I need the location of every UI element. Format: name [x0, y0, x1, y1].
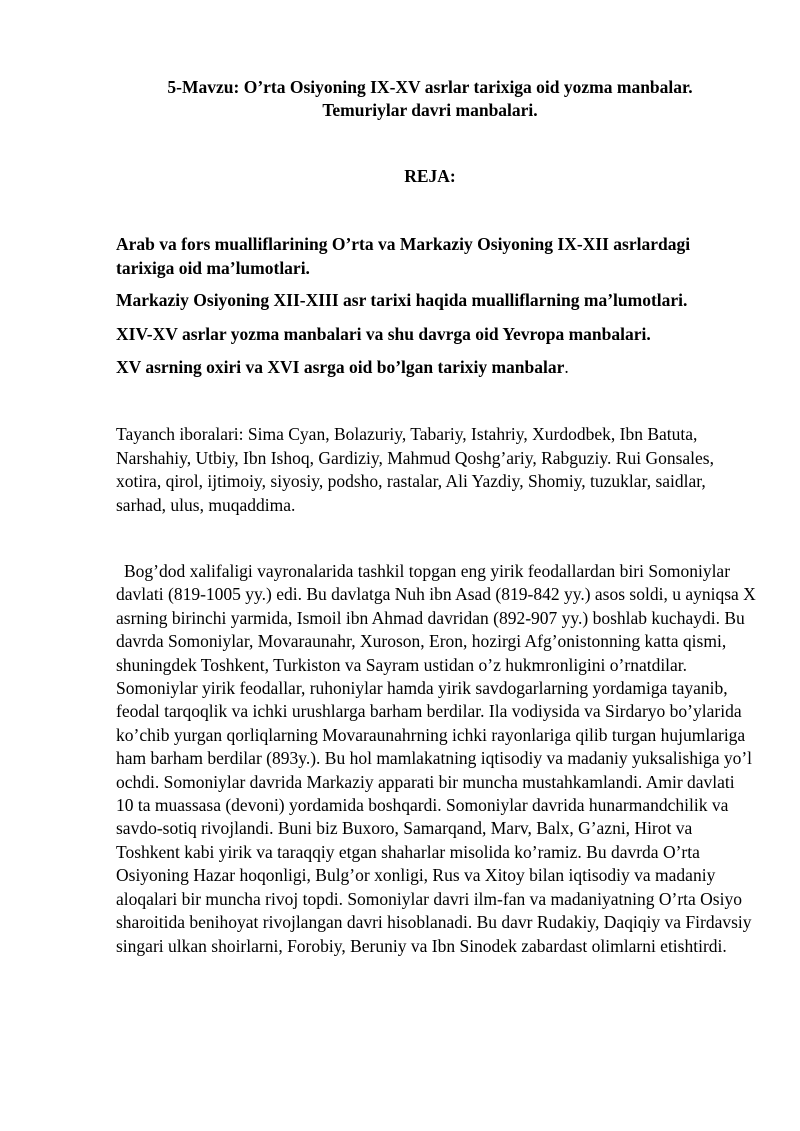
plan-item-period: . [564, 357, 569, 377]
plan-list [116, 233, 748, 390]
plan-item-text: Arab va fors mualliflarining O’rta va Markaziy Osiyoning IX-XII asrlardagi tarixiga oid ma’lumotlari. [116, 234, 691, 278]
plan-heading: REJA: [404, 166, 456, 186]
body-paragraph: Bog’dod xalifaligi vayronalarida tashkil topgan eng yirik feodallardan biri Somoniylar davlati (819-1005 yy.) edi. Bu davlatga Nuh ibn Asad (819-842 yy.) asos soldi, u ayniqsa X asrning birinchi yarmida, Ismoil ibn Ahmad davridan (892-907 yy.) boshlab kuchaydi. Bu davrda Somoniylar, Movaraunahr, Xuroson, Eron, hozirgi Afg’onistonning katta qismi, shuningdek Toshkent, Turkiston va Sayram ustidan o’z hukmronligini o’rnatdilar. Somoniylar yirik feodallar, ruhoniylar hamda yirik savdogarlarning yordamiga tayanib, feodal tarqoqlik va ichki urushlarga barham berdilar. Ila vodiysida va Sirdaryo bo’ylarida ko’chib yurgan qorliqlarning Movaraunahrning ichki rayonlariga qilib turgan hujumlariga ham barham berdilar (893y.). Bu hol mamlakatning iqtisodiy va madaniy yuksalishiga yo’l ochdi. Somoniylar davrida Markaziy apparati bir muncha mustahkamlandi. Amir davlati 10 ta muassasa (devoni) yordamida boshqardi. Somoniylar davrida hunarmandchilik va savdo-sotiq rivojlandi. Buni biz Buxoro, Samarqand, Marv, Balx, G’azni, Hirot va Toshkent kabi yirik va taraqqiy etgan shaharlar misolida ko’ramiz. Bu davrda O’rta Osiyoning Hazar hoqonligi, Bulg’or xonligi, Rus va Xitoy bilan iqtisodiy va madaniy aloqalari bir muncha rivoj topdi. Somoniylar davri ilm-fan va madaniyatning O’rta Osiyo sharoitida benihoyat rivojlangan davri hisoblanadi. Bu davr Rudakiy, Daqiqiy va Firdavsiy singari ulkan shoirlarni, Forobiy, Beruniy va Ibn Sinodek zabardast olimlarni etishtirdi. [116, 561, 756, 956]
plan-item [116, 356, 748, 380]
page-title [100, 76, 760, 122]
plan-item [116, 323, 748, 347]
plan-item-text: XIV-XV asrlar yozma manbalari va shu davrga oid Yevropa manbalari. [116, 323, 651, 344]
keywords-paragraph: Tayanch iboralari: Sima Cyan, Bolazuriy, Tabariy, Istahriy, Xurdodbek, Ibn Batuta, Narshahiy, Utbiy, Ibn Ishoq, Gardiziy, Mahmud Qoshg’ariy, Rabguziy. Rui Gonsales, xotira, qirol, ijtimoiy, siyosiy, podsho, rastalar, Ali Yazdiy, Shomiy, tuzuklar, saidlar, sarhad, ulus, muqaddima. [116, 424, 714, 515]
plan-item-text: XV asrning oxiri va XVI asrga oid bo’lgan tarixiy manbalar [116, 357, 565, 377]
title-line-1: 5-Mavzu: O’rta Osiyoning IX-XV asrlar tarixiga oid yozma manbalar. [167, 77, 693, 97]
title-line-2: Temuriylar davri manbalari. [322, 100, 538, 120]
plan-item-text: Markaziy Osiyoning XII-XIII asr tarixi haqida mualliflarning ma’lumotlari. [116, 290, 688, 310]
plan-item [116, 289, 748, 313]
plan-item [116, 233, 748, 280]
